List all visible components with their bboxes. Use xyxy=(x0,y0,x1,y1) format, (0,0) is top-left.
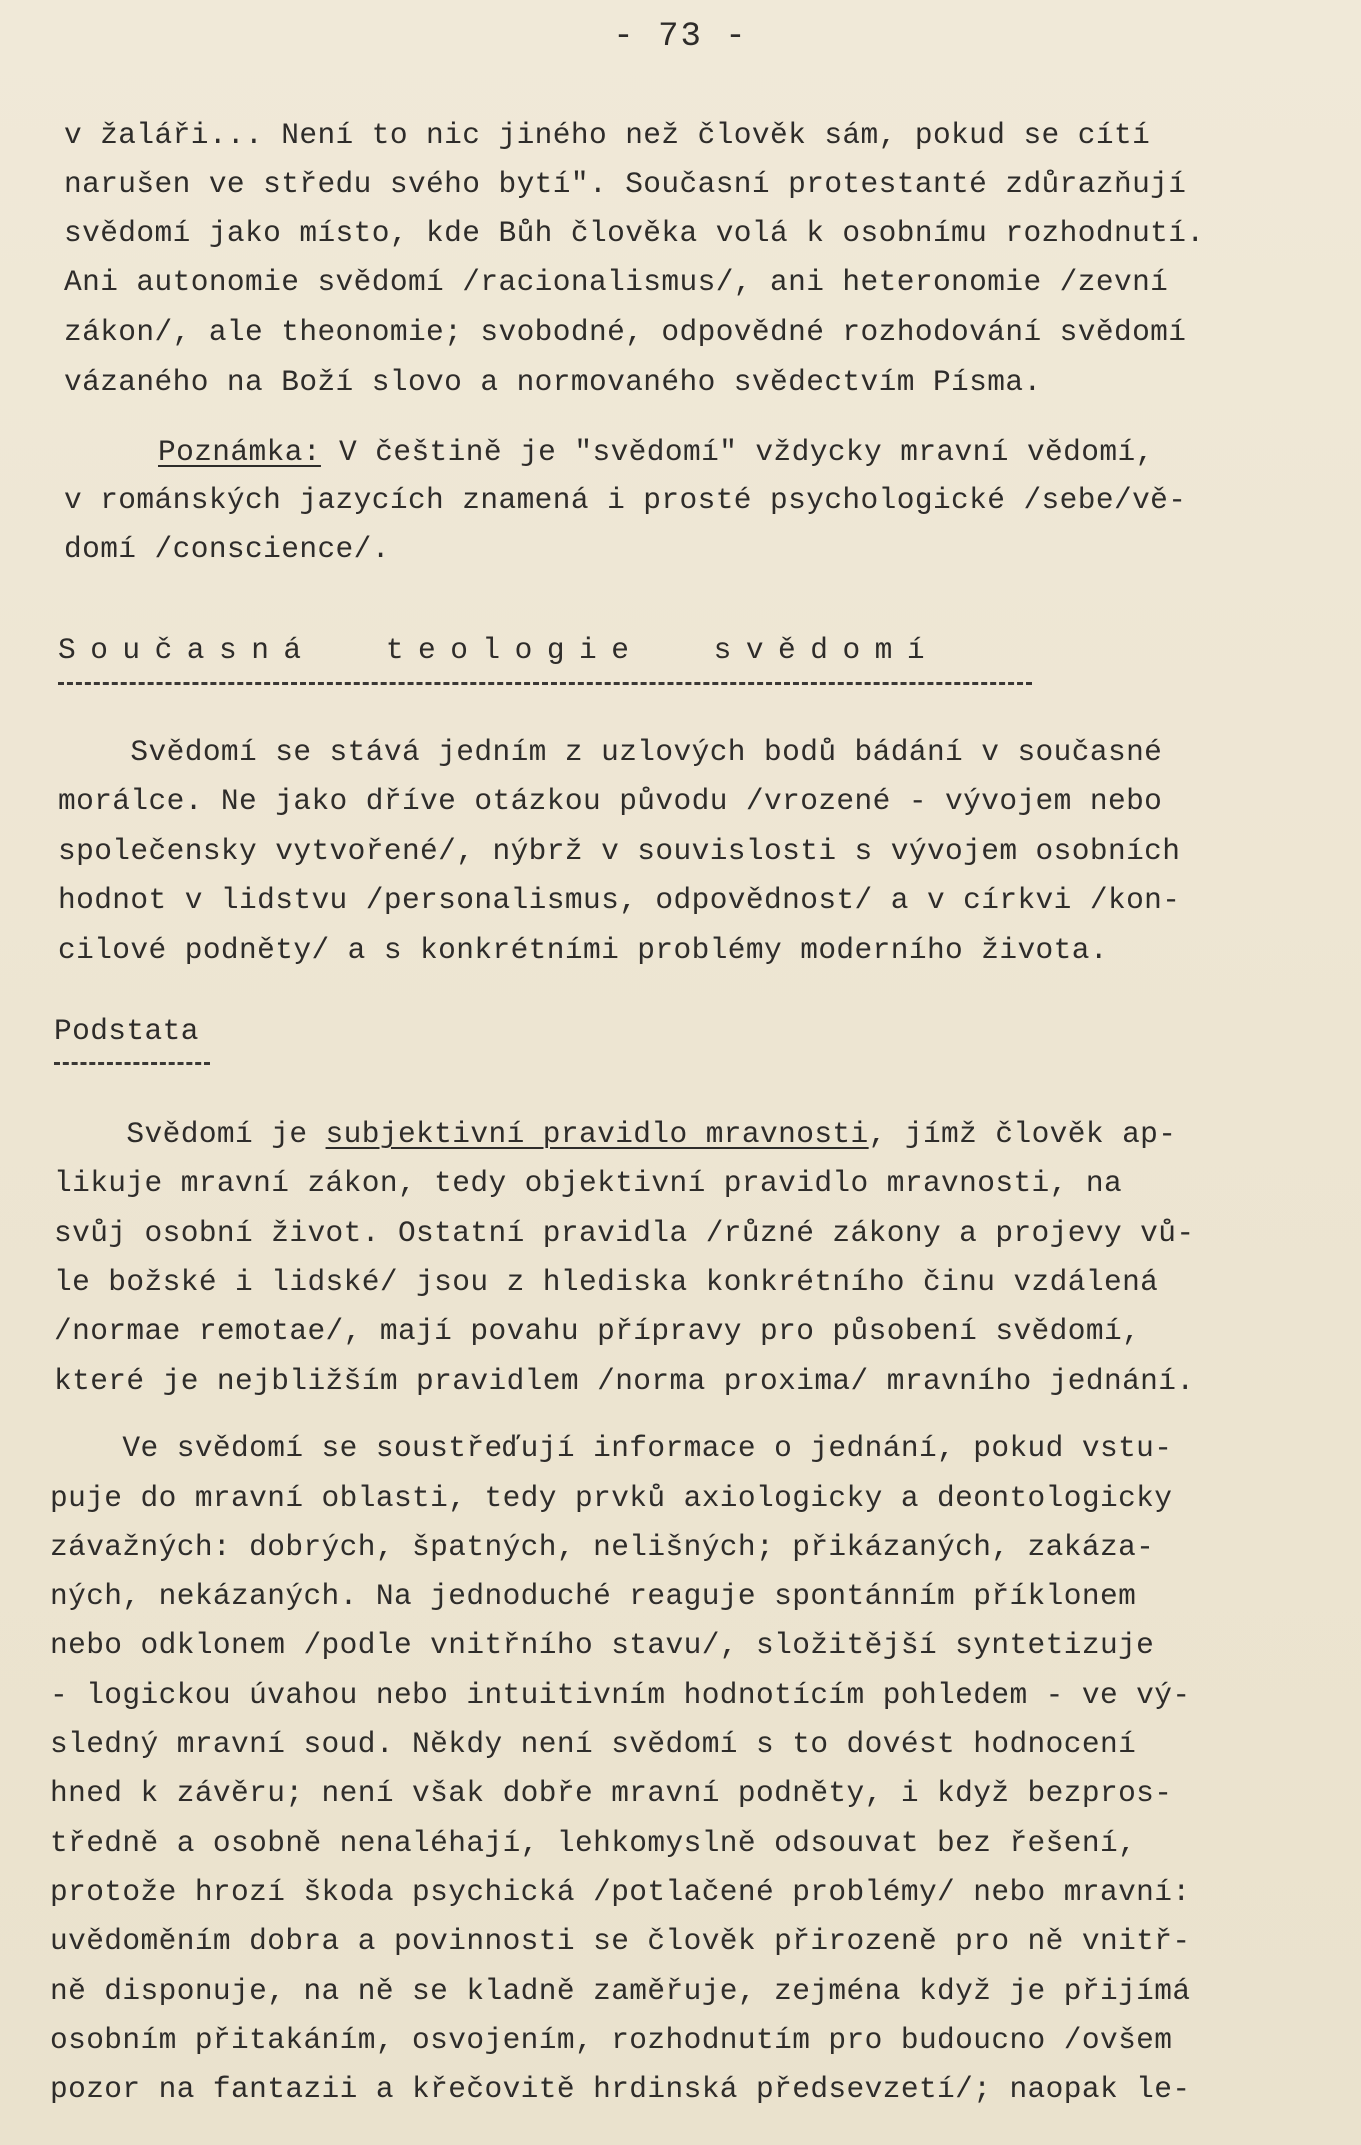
text-line: zákon/, ale theonomie; svobodné, odpovědné rozhodování svědomí xyxy=(64,315,1187,349)
text-line: osobním přitakáním, osvojením, rozhodnutím pro budoucno /ovšem xyxy=(50,2023,1173,2057)
text-line: vázaného na Boží slovo a normovaného svědectvím Písma. xyxy=(64,365,1042,399)
text-segment: Svědomí je xyxy=(54,1117,326,1151)
note-first-line-text: V češtině je "svědomí" vždycky mravní vědomí, xyxy=(320,435,1154,469)
text-line: uvědoměním dobra a povinnosti se člověk přirozeně pro ně vnitř- xyxy=(50,1924,1191,1958)
note-label: Poznámka: xyxy=(158,435,321,469)
text-line: Ve svědomí se soustřeďují informace o jednání, pokud vstu- xyxy=(50,1431,1173,1465)
section-heading-current-theology: Současná teologie svědomí xyxy=(58,633,940,667)
text-line: závažných: dobrých, špatných, nelišných; přikázaných, zakáza- xyxy=(50,1530,1155,1564)
text-line: domí /conscience/. xyxy=(64,532,390,566)
text-line: puje do mravní oblasti, tedy prvků axiologicky a deontologicky xyxy=(50,1481,1173,1515)
text-line: sledný mravní soud. Někdy není svědomí s to dovést hodnocení xyxy=(50,1727,1137,1761)
text-line: tředně a osobně nenaléhají, lehkomyslně odsouvat bez řešení, xyxy=(50,1826,1137,1860)
underlined-term: subjektivní pravidlo mravnosti xyxy=(325,1117,869,1151)
text-segment: , jímž člověk ap- xyxy=(868,1117,1177,1151)
text-line: hodnot v lidstvu /personalismus, odpovědnost/ a v církvi /kon- xyxy=(58,883,1181,917)
text-line: ně disponuje, na ně se kladně zaměřuje, zejména když je přijímá xyxy=(50,1974,1191,2008)
text-line: Ani autonomie svědomí /racionalismus/, ani heteronomie /zevní xyxy=(64,265,1169,299)
text-line: le božské i lidské/ jsou z hlediska konkrétního činu vzdálená xyxy=(54,1265,1159,1299)
text-line: /normae remotae/, mají povahu přípravy pro působení svědomí, xyxy=(54,1314,1141,1348)
text-line: hned k závěru; není však dobře mravní podněty, i když bezpros- xyxy=(50,1776,1173,1810)
page-number: - 73 - xyxy=(613,18,748,56)
text-line: v žaláři... Není to nic jiného než člověk sám, pokud se cítí xyxy=(64,118,1151,152)
text-line xyxy=(54,1116,1176,1152)
heading-dashed-underline xyxy=(54,1062,210,1065)
section-heading-substance: Podstata xyxy=(54,1014,199,1048)
text-line: cilové podněty/ a s konkrétními problémy moderního života. xyxy=(58,933,1108,967)
text-line: ných, nekázaných. Na jednoduché reaguje spontánním příklonem xyxy=(50,1579,1137,1613)
text-line: pozor na fantazii a křečovitě hrdinská předsevzetí/; naopak le- xyxy=(50,2072,1191,2106)
text-line: které je nejbližším pravidlem /norma proxima/ mravního jednání. xyxy=(54,1364,1195,1398)
text-line: Svědomí se stává jedním z uzlových bodů bádání v současné xyxy=(58,735,1163,769)
text-line: nebo odklonem /podle vnitřního stavu/, složitější syntetizuje xyxy=(50,1628,1155,1662)
text-line: svědomí jako místo, kde Bůh člověka volá k osobnímu rozhodnutí. xyxy=(64,216,1205,250)
text-line: protože hrozí škoda psychická /potlačené problémy/ nebo mravní: xyxy=(50,1875,1191,1909)
text-line: narušen ve středu svého bytí". Současní protestanté zdůrazňují xyxy=(64,167,1187,201)
text-line: svůj osobní život. Ostatní pravidla /různé zákony a projevy vů- xyxy=(54,1216,1195,1250)
text-line: v románských jazycích znamená i prosté psychologické /sebe/vě- xyxy=(64,483,1187,517)
note-first-line xyxy=(158,434,1154,470)
text-line: morálce. Ne jako dříve otázkou původu /vrozené - vývojem nebo xyxy=(58,784,1163,818)
heading-dashed-underline xyxy=(58,682,1032,685)
text-line: - logickou úvahou nebo intuitivním hodnotícím pohledem - ve vý- xyxy=(50,1678,1191,1712)
text-line: likuje mravní zákon, tedy objektivní pravidlo mravnosti, na xyxy=(54,1166,1123,1200)
text-line: společensky vytvořené/, nýbrž v souvislosti s vývojem osobních xyxy=(58,834,1181,868)
